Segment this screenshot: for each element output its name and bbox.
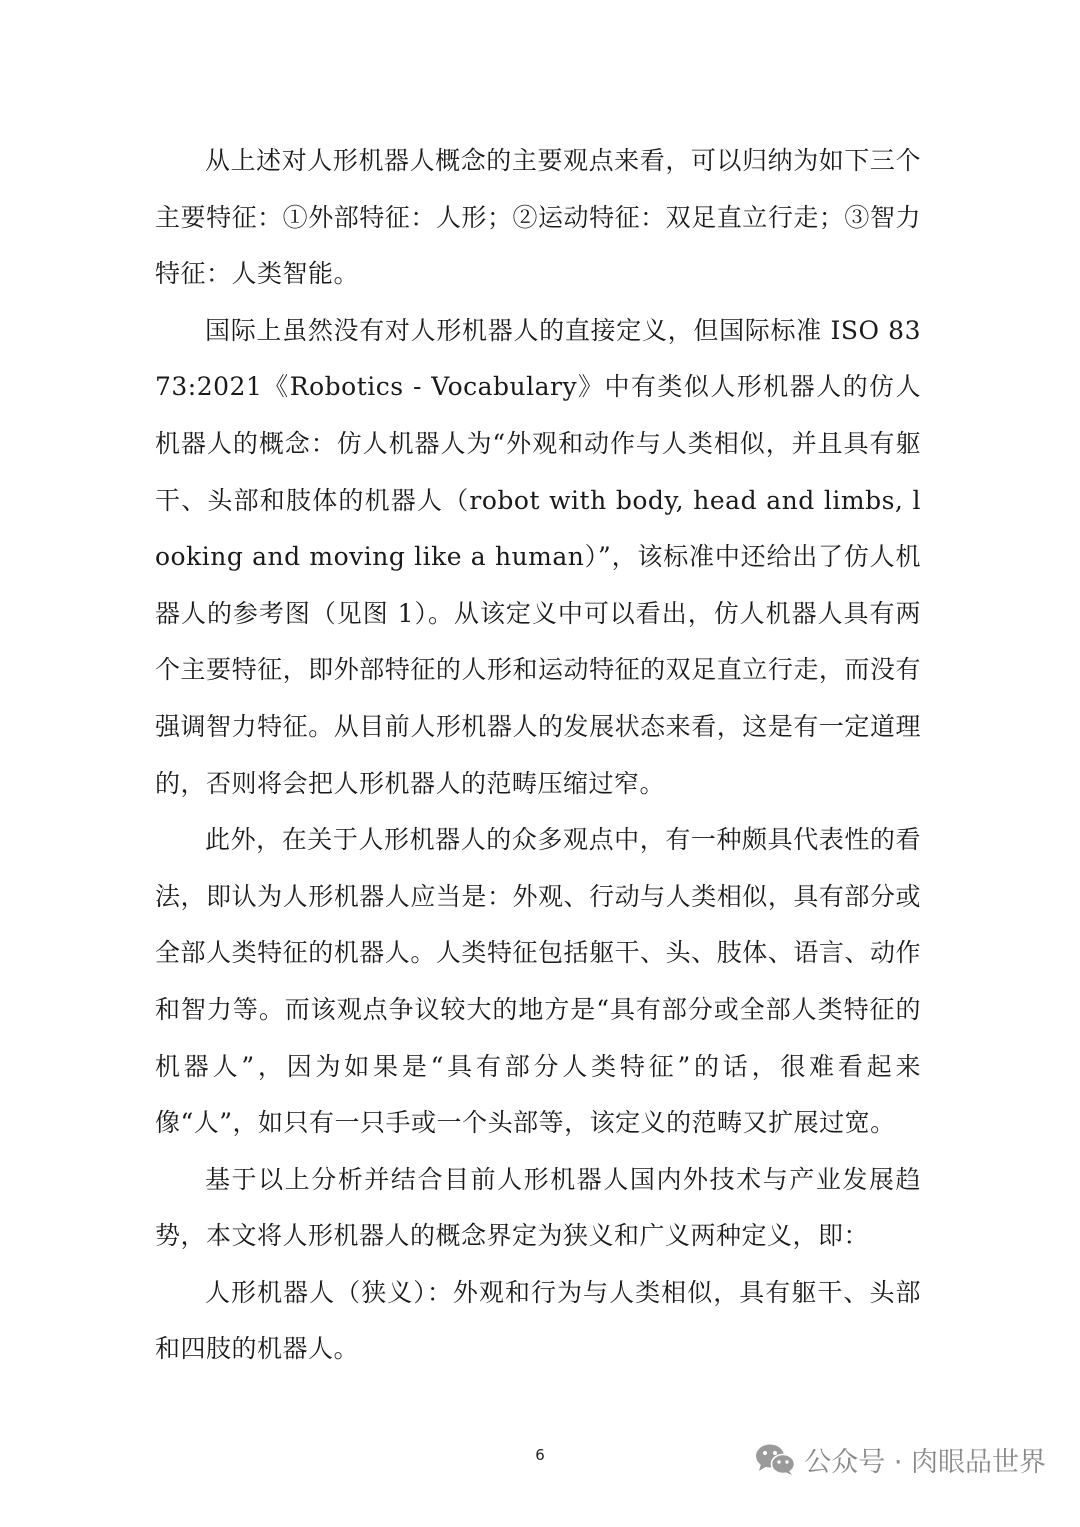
watermark-text: 公众号 · 肉眼品世界 [804,1446,1046,1478]
document-body [155,133,921,1378]
page-number: 6 [535,1446,545,1464]
paragraph: 人形机器人（狭义）：外观和行为与人类相似，具有躯干、头部和四肢的机器人。 [155,1277,921,1364]
paragraph: 国际上虽然没有对人形机器人的直接定义，但国际标准 ISO 8373:2021《Robotics - Vocabulary》中有类似人形机器人的仿人机器人的概念：仿人机器人为“外观和动作与人类相似，并且具有躯干、头部和肢体的机器人（robot with body, head and limbs, looking and moving like a human）”，该标准中还给出了仿人机器人的参考图（见图 1）。从该定义中可以看出，仿人机器人具有两个主要特征，即外部特征的人形和运动特征的双足直立行走，而没有强调智力特征。从目前人形机器人的发展状态来看，这是有一定道理的，否则将会把人形机器人的范畴压缩过窄。 [155,315,921,798]
watermark [754,1434,1046,1484]
paragraph: 从上述对人形机器人概念的主要观点来看，可以归纳为如下三个主要特征：①外部特征：人形；②运动特征：双足直立行走；③智力特征：人类智能。 [155,146,921,289]
wechat-icon [754,1442,796,1476]
paragraph: 基于以上分析并结合目前人形机器人国内外技术与产业发展趋势，本文将人形机器人的概念界定为狭义和广义两种定义，即： [155,1164,921,1251]
paragraph: 此外，在关于人形机器人的众多观点中，有一种颇具代表性的看法，即认为人形机器人应当是：外观、行动与人类相似，具有部分或全部人类特征的机器人。人类特征包括躯干、头、肢体、语言、动作和智力等。而该观点争议较大的地方是“具有部分或全部人类特征的机器人”，因为如果是“具有部分人类特征”的话，很难看起来像“人”，如只有一只手或一个头部等，该定义的范畴又扩展过宽。 [155,825,921,1138]
